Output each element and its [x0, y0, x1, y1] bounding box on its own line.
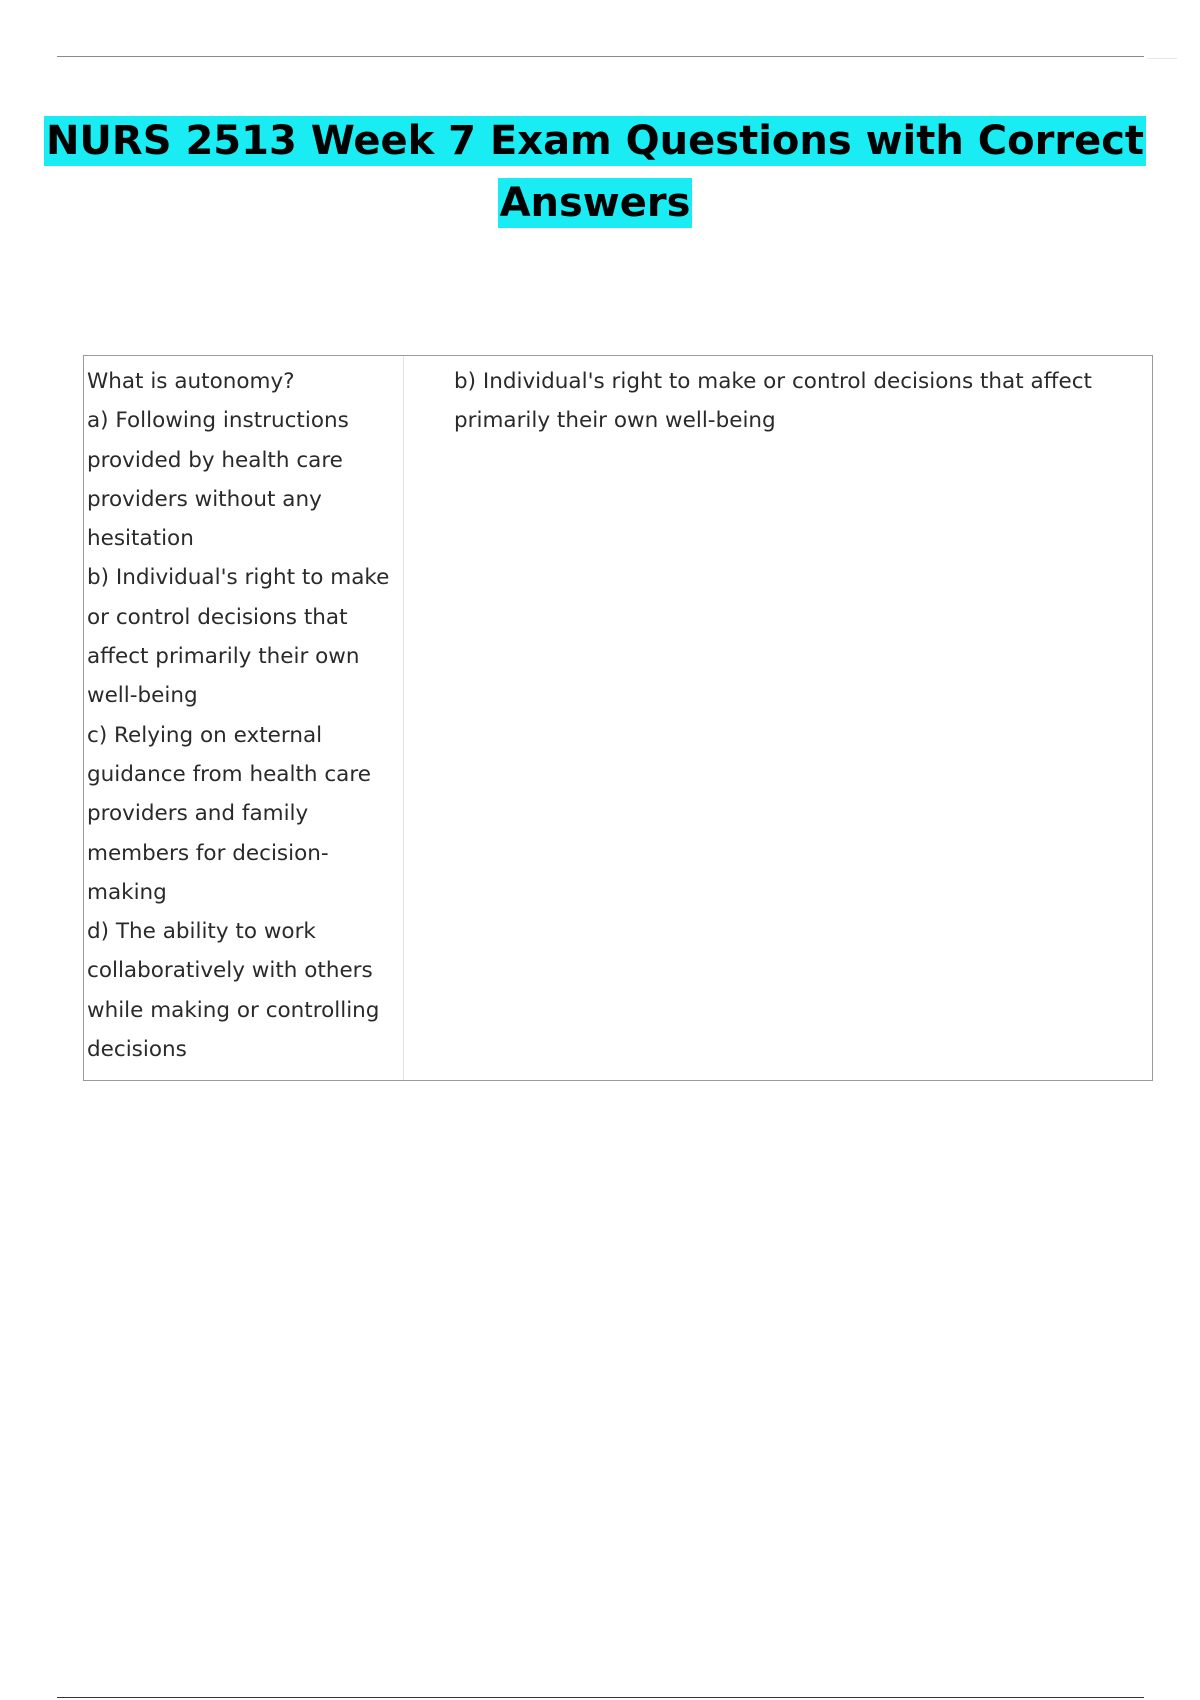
option-c: c) Relying on external guidance from health care providers and family members for decision-making: [87, 722, 371, 905]
bottom-rule: [57, 1697, 1144, 1698]
document-title: [40, 110, 1150, 234]
option-d: d) The ability to work collaboratively with others while making or controlling decisions: [87, 919, 380, 1063]
answer-text: b) Individual's right to make or control decisions that affect primarily their own well-being: [454, 369, 1092, 434]
top-rule: [57, 56, 1144, 57]
title-line-1: NURS 2513 Week 7 Exam Questions with Correct: [45, 118, 1145, 164]
question-cell: [84, 356, 404, 1080]
flashcard: [83, 355, 1153, 1081]
question-text: What is autonomy?: [87, 369, 295, 394]
title-line-2: Answers: [499, 180, 691, 226]
answer-cell: [404, 356, 1152, 1080]
option-b: b) Individual's right to make or control decisions that affect primarily their own well-being: [87, 565, 390, 709]
top-rule-stub: [1147, 58, 1177, 59]
option-a: a) Following instructions provided by health care providers without any hesitation: [87, 408, 349, 552]
